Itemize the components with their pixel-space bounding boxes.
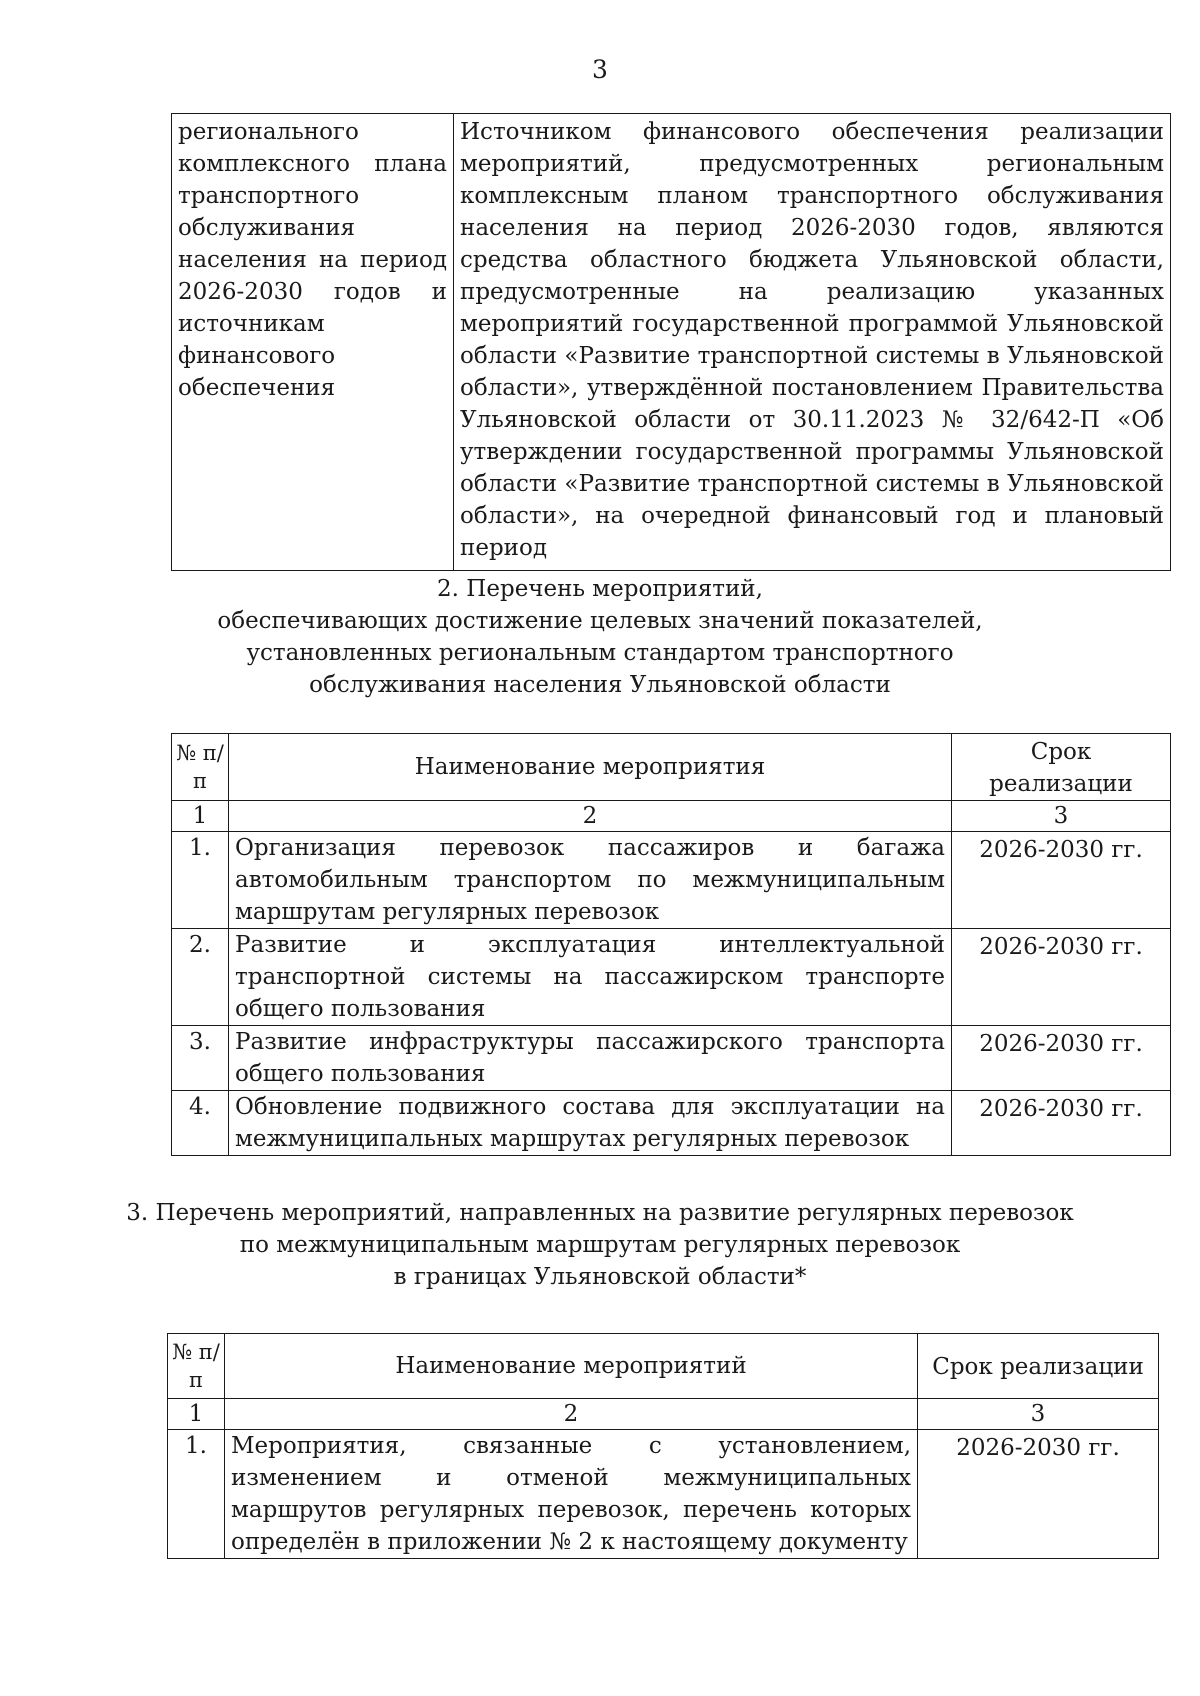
passport-field-value: Источником финансового обеспечения реализации мероприятий, предусмотренных региональным комплексным планом транспортного обслуживания населения на период 2026-2030 годов, являются средства областного бюджета Ульяновской области, предусмотренные на реализацию указанных мероприятий государственной программой Ульяновской области «Развитие транспортной системы в Ульяновской области», утверждённой постановлением Правительства Ульяновской области от 30.11.2023 № 32/642-П «Об утверждении государственной программы Ульяновской области «Развитие транспортной системы в Ульяновской области», на очередной финансовый год и плановый период (454, 114, 1171, 571)
row-num: 1. (168, 1430, 225, 1559)
row-term: 2026-2030 гг. (952, 929, 1171, 1026)
row-num: 2. (172, 929, 229, 1026)
table-header-row (172, 734, 1171, 801)
row-term: 2026-2030 гг. (952, 832, 1171, 929)
section-2-heading (0, 573, 1200, 701)
index-cell: 2 (229, 801, 952, 832)
header-num: № п/п (168, 1334, 225, 1399)
table-row (172, 1091, 1171, 1156)
index-cell: 2 (225, 1399, 918, 1430)
heading-line: по межмуниципальным маршрутам регулярных перевозок (239, 1232, 961, 1258)
index-cell: 1 (172, 801, 229, 832)
index-cell: 3 (952, 801, 1171, 832)
row-term: 2026-2030 гг. (952, 1091, 1171, 1156)
header-term: Срок реализации (918, 1334, 1159, 1399)
row-num: 4. (172, 1091, 229, 1156)
table-header-row (168, 1334, 1159, 1399)
header-name: Наименование мероприятий (225, 1334, 918, 1399)
row-name: Развитие и эксплуатация интеллектуальной транспортной системы на пассажирском транспорте общего пользования (229, 929, 952, 1026)
heading-line: обеспечивающих достижение целевых значений показателей, (217, 608, 983, 634)
table-index-row (172, 801, 1171, 832)
index-cell: 1 (168, 1399, 225, 1430)
row-term: 2026-2030 гг. (918, 1430, 1159, 1559)
row-name: Мероприятия, связанные с установлением, изменением и отменой межмуниципальных маршрутов регулярных перевозок, перечень которых определён в приложении № 2 к настоящему документу (225, 1430, 918, 1559)
passport-field-label: регионального комплексного плана транспортного обслуживания населения на период 2026-2030 годов и источникам финансового обеспечения (172, 114, 454, 571)
heading-line: 3. Перечень мероприятий, направленных на развитие регулярных перевозок (126, 1200, 1074, 1226)
row-name: Обновление подвижного состава для эксплуатации на межмуниципальных маршрутах регулярных перевозок (229, 1091, 952, 1156)
header-num: № п/п (172, 734, 229, 801)
table-row (168, 1430, 1159, 1559)
page-number: 3 (592, 55, 608, 84)
row-num: 3. (172, 1026, 229, 1091)
table-row (172, 114, 1171, 571)
table-row (172, 832, 1171, 929)
header-name: Наименование мероприятия (229, 734, 952, 801)
passport-table-continuation (171, 113, 1171, 571)
table-row (172, 1026, 1171, 1091)
table-row (172, 929, 1171, 1026)
table-index-row (168, 1399, 1159, 1430)
row-term: 2026-2030 гг. (952, 1026, 1171, 1091)
section-3-heading (0, 1197, 1200, 1293)
index-cell: 3 (918, 1399, 1159, 1430)
heading-line: обслуживания населения Ульяновской области (309, 672, 891, 698)
header-term: Срок реализации (952, 734, 1171, 801)
row-name: Организация перевозок пассажиров и багажа автомобильным транспортом по межмуниципальным маршрутам регулярных перевозок (229, 832, 952, 929)
section-3-activities-table (167, 1333, 1159, 1559)
row-num: 1. (172, 832, 229, 929)
heading-line: в границах Ульяновской области* (393, 1264, 807, 1290)
heading-line: 2. Перечень мероприятий, (437, 576, 763, 602)
row-name: Развитие инфраструктуры пассажирского транспорта общего пользования (229, 1026, 952, 1091)
heading-line: установленных региональным стандартом транспортного (246, 640, 954, 666)
section-2-activities-table (171, 733, 1171, 1156)
